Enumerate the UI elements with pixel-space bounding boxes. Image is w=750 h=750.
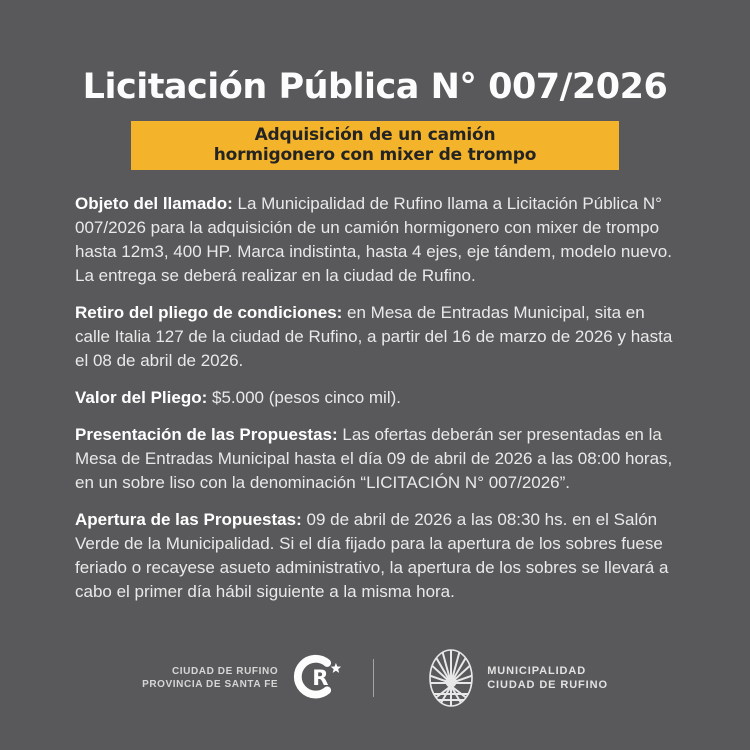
footer bbox=[0, 648, 750, 708]
svg-text:R: R bbox=[312, 664, 329, 690]
notice-body bbox=[75, 192, 675, 604]
paragraph-label: Apertura de las Propuestas: bbox=[75, 509, 302, 529]
footer-city-text bbox=[142, 665, 278, 691]
paragraph-label: Retiro del pliego de condiciones: bbox=[75, 302, 343, 322]
paragraph-label: Presentación de las Propuestas: bbox=[75, 424, 338, 444]
paragraph-text: 09 de abril de 2026 a las 08:30 hs. en el Salón Verde de la Municipalidad. Si el día fijado para la apertura de los sobres fuese feriado o recayese asueto administrativo, la apertura de los sobres se llevará a cabo el primer día hábil siguiente a la misma hora. bbox=[75, 509, 669, 601]
banner-line-2: hormigonero con mixer de trompo bbox=[213, 144, 537, 165]
cr-logo-icon bbox=[291, 651, 346, 706]
paragraph-text: $5.000 (pesos cinco mil). bbox=[212, 387, 401, 407]
footer-municipality-text bbox=[487, 664, 608, 692]
footer-municipality-line1: MUNICIPALIDAD bbox=[487, 665, 587, 677]
notice-title: Licitación Pública N° 007/2026 bbox=[82, 67, 668, 107]
paragraph-extra-line: La entrega se deberá realizar en la ciudad de Rufino. bbox=[75, 265, 476, 285]
paragraph-text: La Municipalidad de Rufino llama a Licitación Pública N° 007/2026 para la adquisición de un camión hormigonero con mixer de trompo hasta 12m3, 400 HP. Marca indistinta, hasta 4 ejes, eje tándem, modelo nuevo. bbox=[75, 193, 672, 261]
paragraph-retiro-del-pliego bbox=[75, 301, 675, 373]
paragraph-valor-del-pliego bbox=[75, 386, 675, 410]
paragraph-apertura-propuestas bbox=[75, 508, 675, 604]
footer-divider bbox=[373, 659, 374, 697]
footer-city-line2: PROVINCIA DE SANTA FE bbox=[142, 679, 279, 690]
footer-city-line1: CIUDAD DE RUFINO bbox=[171, 666, 279, 677]
footer-municipality-line2: CIUDAD DE RUFINO bbox=[487, 679, 608, 691]
paragraph-text: Las ofertas deberán ser presentadas en la Mesa de Entradas Municipal hasta el día 09 de abril de 2026 a las 08:00 horas, en un sobre liso con la denominación “LICITACIÓN N° 007/2026”. bbox=[75, 424, 673, 492]
paragraph-label: Objeto del llamado: bbox=[75, 193, 233, 213]
paragraph-presentacion-propuestas bbox=[75, 423, 675, 495]
paragraph-text: en Mesa de Entradas Municipal, sita en calle Italia 127 de la ciudad de Rufino, a partir del 16 de marzo de 2026 y hasta el 08 de abril de 2026. bbox=[75, 302, 673, 370]
notice-subtitle-banner bbox=[131, 121, 619, 170]
municipality-emblem-icon bbox=[428, 648, 474, 708]
star-icon bbox=[331, 662, 341, 672]
banner-line-1: Adquisición de un camión bbox=[254, 124, 496, 145]
paragraph-objeto-del-llamado bbox=[75, 192, 675, 288]
paragraph-label: Valor del Pliego: bbox=[75, 387, 208, 407]
